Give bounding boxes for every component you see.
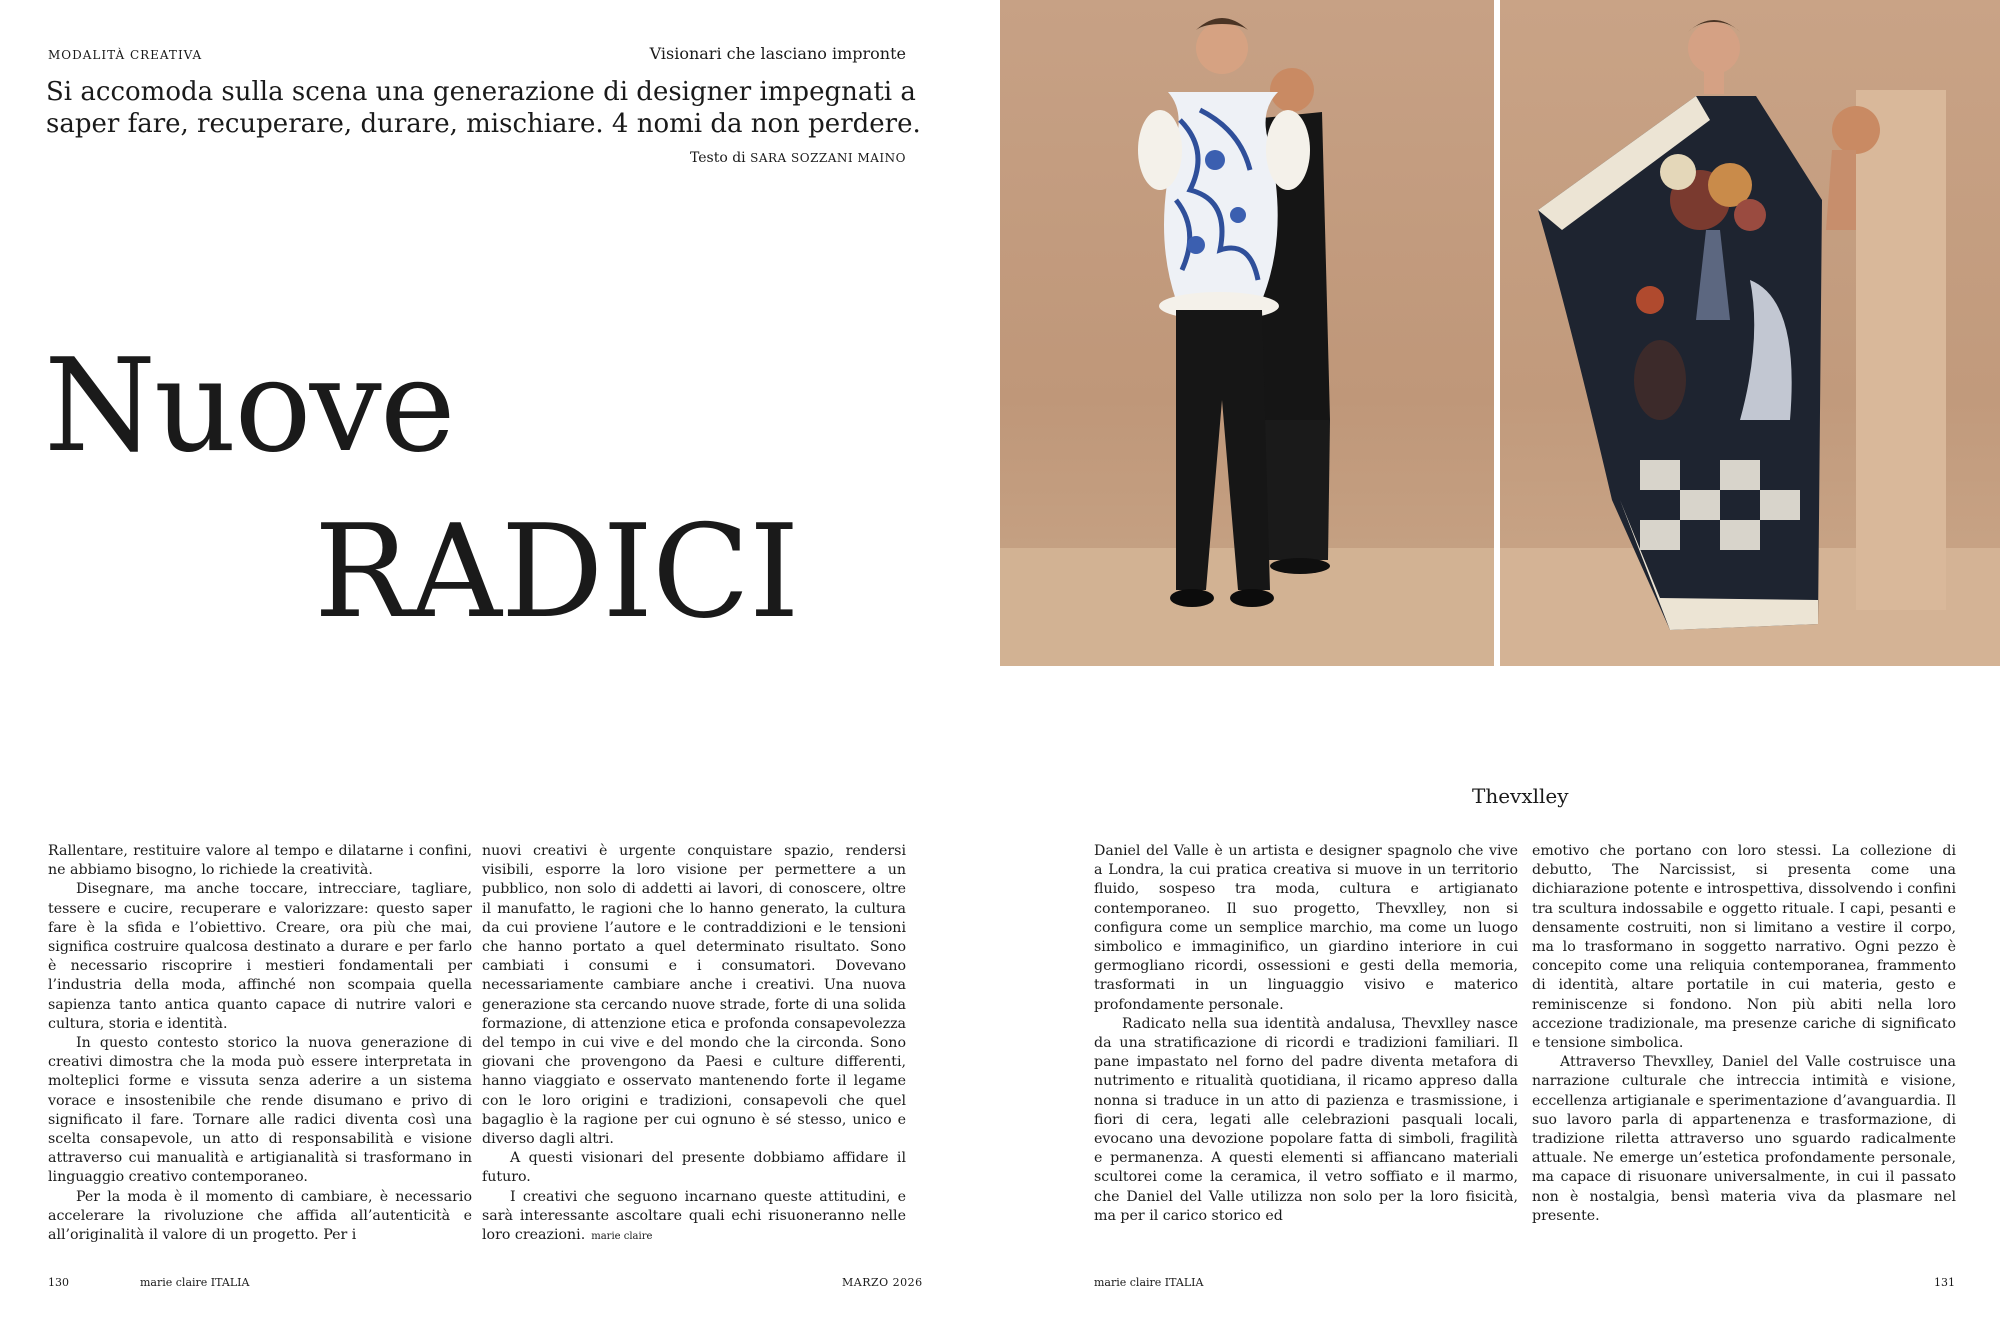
paragraph: Per la moda è il momento di cambiare, è necessario accelerare la rivoluzione che affida all’autenticità e all’originalità il valore di un progetto. Per i xyxy=(48,1188,472,1244)
kicker: Visionari che lasciano impronte xyxy=(649,44,906,63)
body-column-4 xyxy=(1532,842,1956,1226)
page-number: 131 xyxy=(1934,1276,1955,1289)
fashion-photo-painted-garment xyxy=(1500,0,2000,666)
paragraph: A questi visionari del presente dobbiamo affidare il futuro. xyxy=(482,1150,906,1186)
paragraph: nuovi creativi è urgente conquistare spazio, rendersi visibili, esporre la loro visione per permettere a un pubblico, non solo di addetti ai lavori, di conoscere, oltre il manufatto, le ragioni che lo hanno generato, la cultura da cui proviene l’autore e le contraddizioni e le tensioni che hanno portato a quel determinato risultato. Sono cambiati i consumi e i consumatori. Dovevano necessariamente cambiare anche i creativi. Una nuova generazione sta cercando nuove strade, forte di una solida formazione, di attenzione etica e profonda consapevolezza del tempo in cui vive e del mondo che la circonda. Sono giovani che provengono da Paesi e culture differenti, hanno viaggiato e osservato mantenendo forte il legame con le loro origini e tradizioni, consapevoli che quel bagaglio è la ragione per cui ognuno è sé stesso, unico e diverso dagli altri. xyxy=(482,843,906,1148)
paragraph: Daniel del Valle è un artista e designer spagnolo che vive a Londra, la cui pratica creativa si muove in un territorio fluido, sospeso tra moda, cultura e artigianato contemporaneo. Il suo progetto, Thevxlley, non si configura come un semplice marchio, ma come un luogo simbolico e immaginifico, un giardino interiore in cui germogliano ricordi, ossessioni e gesti della memoria, trasformati in un linguaggio visivo e materico profondamente personale. xyxy=(1094,843,1518,1013)
issue-date: MARZO 2026 xyxy=(842,1276,923,1289)
footer-brand xyxy=(140,1276,249,1289)
footer-brand-suffix: ITALIA xyxy=(1164,1276,1204,1289)
paragraph-text: I creativi che seguono incarnano queste attitudini, e sarà interessante ascoltare quali echi risuoneranno nelle loro creazioni. xyxy=(482,1188,906,1244)
paragraph: emotivo che portano con loro stessi. La collezione di debutto, The Narcissist, si presenta come una dichiarazione potente e introspettiva, dissolvendo i confini tra scultura indossabile e oggetto rituale. I capi, pesanti e densamente costruiti, non si limitano a vestire il corpo, ma lo trasformano in soggetto narrativo. Ogni pezzo è concepito come una reliquia contemporanea, frammento di identità, altare portatile in cui materia, gesto e reminiscenze si fondono. Non più abiti nella loro accezione tradizionale, ma presenze cariche di significato e tensione simbolica. xyxy=(1532,843,1956,1052)
headline-line-1: Nuove xyxy=(44,332,454,481)
page-number: 130 xyxy=(48,1276,69,1289)
photo-spread xyxy=(1000,0,2000,666)
paragraph: Rallentare, restituire valore al tempo e dilatarne i confini, ne abbiamo bisogno, lo richiede la creatività. xyxy=(48,843,472,879)
deck: Si accomoda sulla scena una generazione di designer impegnati a saper fare, recuperare, durare, mischiare. 4 nomi da non perdere. xyxy=(46,77,921,139)
paragraph: Disegnare, ma anche toccare, intrecciare, tagliare, tessere e cucire, recuperare e valorizzare: questo saper fare è la sfida e l’obiettivo. Creare, ora più che mai, significa costruire qualcosa destinato a durare e per farlo è necessario riscoprire i mestieri fondamentali per l’industria della moda, affinché non scompaia quella sapienza tanto antica quanto capace di nutrire valori e cultura, storia e identità. xyxy=(48,881,472,1032)
footer-brand-name: marie claire xyxy=(140,1276,208,1289)
body-column-1 xyxy=(48,842,472,1245)
footer-brand-suffix: ITALIA xyxy=(210,1276,250,1289)
footer-brand-name: marie claire xyxy=(1094,1276,1162,1289)
right-page xyxy=(1000,0,2000,1333)
byline xyxy=(690,150,906,166)
paragraph: In questo contesto storico la nuova generazione di creativi dimostra che la moda può essere interpretata in molteplici forme e vissuta senza aderire a un sistema vorace e insostenibile che rende disumano e privo di significato il fare. Tornare alle radici diventa così una scelta consapevole, un atto di responsabilità e visione attraverso cui manualità e artigianalità si trasformano in linguaggio creativo contemporaneo. xyxy=(48,1035,472,1186)
byline-prefix: Testo di xyxy=(689,150,746,166)
photo-illustration-1 xyxy=(1000,0,1494,666)
headline-line-2: RADICI xyxy=(314,498,799,647)
paragraph: Attraverso Thevxlley, Daniel del Valle costruisce una narrazione culturale che intreccia intimità e visione, eccellenza artigianale e sperimentazione d’avanguardia. Il suo lavoro parla di appartenenza e trasformazione, di tradizione riletta attraverso uno sguardo radicalmente attuale. Ne emerge un’estetica profondamente personale, ma capace di risuonare universalmente, in cui il passato non è nostalgia, bensì materia viva da plasmare nel presente. xyxy=(1532,1054,1956,1224)
paragraph: Radicato nella sua identità andalusa, Thevxlley nasce da una stratificazione di ricordi e tradizioni familiari. Il pane impastato nel forno del padre diventa metafora di nutrimento e ritualità quotidiana, il ricamo appreso dalla nonna si traduce in un atto di pazienza e trasmissione, i fiori di cera, legati alle celebrazioni pasquali locali, evocano una devozione popolare fatta di simboli, fragilità e permanenza. A questi elementi si affiancano materiali scultorei come la ceramica, il vetro soffiato e il marmo, che Daniel del Valle utilizza non solo per la loro fisicità, ma per il carico storico ed xyxy=(1094,1015,1518,1224)
fashion-photo-vase-garment xyxy=(1000,0,1494,666)
footer-brand xyxy=(1094,1276,1203,1289)
signoff: marie claire xyxy=(591,1231,653,1243)
paragraph xyxy=(482,1188,906,1247)
body-column-2 xyxy=(482,842,906,1246)
byline-author: SARA SOZZANI MAINO xyxy=(750,151,906,165)
section-label: MODALITÀ CREATIVA xyxy=(48,48,203,62)
section-title: Thevxlley xyxy=(1472,784,1569,808)
body-column-3 xyxy=(1094,842,1518,1226)
photo-illustration-2 xyxy=(1500,0,2000,666)
